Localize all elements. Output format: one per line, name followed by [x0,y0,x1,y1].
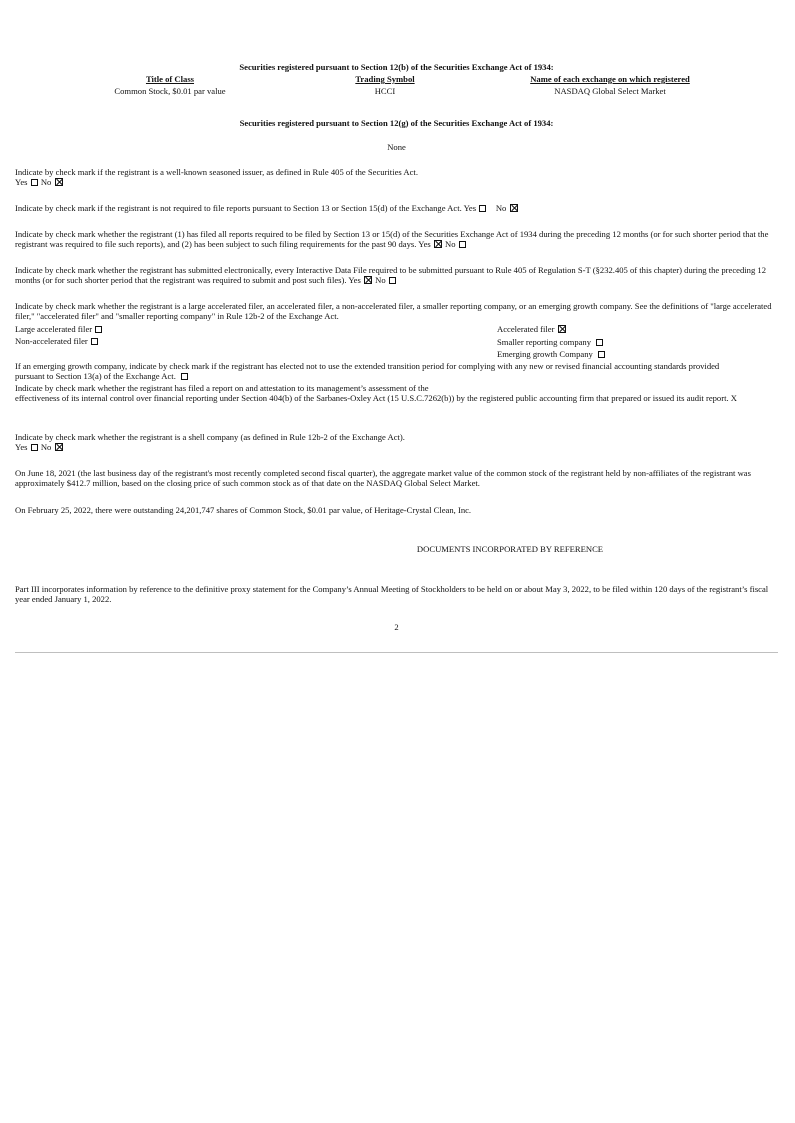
emerging-growth-checkbox[interactable] [598,351,605,358]
yes-checkbox[interactable] [479,205,486,212]
col-exchange-name: Name of each exchange on which registered [530,74,690,84]
no-label: No [40,177,52,188]
option-large-accelerated-filer [15,324,103,334]
no-checkbox-checked[interactable] [55,178,63,186]
page-number: 2 [394,622,399,632]
question-text: Indicate by check mark whether the registrant has submitted electronically, every Interactive Data File required to be submitted pursuant to Rule 405 of Regulation S-T (§232.405 of this chapter) during the preceding 12 months (or for such shorter period that the registrant was required to submit and post such files). Yes [15,265,767,286]
question-text-line1: Indicate by check mark whether the registrant has filed a report on and attestation to its management’s assessment of the [15,383,429,393]
question-attestation [15,383,778,403]
section-12g-heading: Securities registered pursuant to Section 12(g) of the Securities Exchange Act of 1934: [239,118,554,128]
document-page [15,0,778,1123]
no-checkbox[interactable] [389,277,396,284]
documents-incorporated-heading: DOCUMENTS INCORPORATED BY REFERENCE [416,544,604,554]
part-iii-statement: Part III incorporates information by reference to the definitive proxy statement for the Company’s Annual Meeting of Stockholders to be held on or about May 3, 2022, to be filed within 120 days of the registrant’s fiscal year ended January 1, 2022. [15,584,769,605]
question-text: Indicate by check mark if the registrant is a well-known seasoned issuer, as defined in Rule 405 of the Securities Act. [15,167,418,177]
transition-checkbox[interactable] [181,373,188,380]
option-accelerated-filer [497,324,567,334]
option-emerging-growth-company [497,349,606,359]
non-accelerated-checkbox[interactable] [91,338,98,345]
cell-trading-symbol: HCCI [374,86,396,96]
page-divider [15,652,778,653]
question-text: If an emerging growth company, indicate by check mark if the registrant has elected not to use the extended transition period for complying with any new or revised financial accounting standards provided pursuant to Section 13(a) of the Exchange Act. [15,361,720,382]
question-text: Indicate by check mark whether the registrant is a shell company (as defined in Rule 12b-2 of the Exchange Act). [15,432,405,442]
question-shell-company [15,432,778,452]
option-label: Large accelerated filer [15,324,93,334]
yes-label: Yes [15,177,28,188]
col-title-of-class: Title of Class [145,74,195,84]
yes-label: Yes [15,442,28,453]
no-checkbox[interactable] [459,241,466,248]
question-text: Indicate by check mark whether the registrant (1) has filed all reports required to be filed by Section 13 or 15(d) of the Securities Exchange Act of 1934 during the preceding 12 months (or for such shorter period that the registrant was required to file such reports), and (2) has been subject to such filing requirements for the past 90 days. Yes [15,229,769,250]
no-label: No [375,275,386,286]
no-label: No [495,203,507,213]
no-label: No [445,239,456,250]
option-label: Accelerated filer [497,324,555,334]
question-text: Indicate by check mark if the registrant is not required to file reports pursuant to Section 13 or Section 15(d) of the Exchange Act. Yes [15,203,477,213]
question-well-known-seasoned-issuer [15,167,778,187]
smaller-reporting-checkbox[interactable] [596,339,603,346]
market-value-statement: On June 18, 2021 (the last business day of the registrant's most recently completed second fiscal quarter), the aggregate market value of the common stock of the registrant held by non-affiliates of the registrant was approximately $412.7 million, based on the closing price of such common stock as of that date on the NASDAQ Global Select Market. [15,468,751,489]
option-non-accelerated-filer [15,336,99,346]
no-checkbox-checked[interactable] [510,204,518,212]
question-interactive-data-file [15,265,778,285]
yes-checkbox[interactable] [31,444,38,451]
no-label: No [40,442,52,453]
question-filer-status: Indicate by check mark whether the registrant is a large accelerated filer, an accelerated filer, a non-accelerated filer, a smaller reporting company, or an emerging growth company. See the definitions of "large accelerated filer," "accelerated filer" and "smaller reporting company" in Rule 12b-2 of the Exchange Act. [15,301,772,322]
option-label: Smaller reporting company [497,337,592,347]
cell-exchange-name: NASDAQ Global Select Market [554,86,666,96]
large-accelerated-checkbox[interactable] [95,326,102,333]
yes-checkbox-checked[interactable] [434,240,442,248]
shares-outstanding-statement: On February 25, 2022, there were outstanding 24,201,747 shares of Common Stock, $0.01 par value, of Heritage-Crystal Clean, Inc. [15,505,472,515]
accelerated-checkbox-checked[interactable] [558,325,566,333]
section-12b-heading: Securities registered pursuant to Section 12(b) of the Securities Exchange Act of 1934: [239,62,554,72]
option-smaller-reporting-company [497,337,604,347]
section-12g-value: None [387,142,406,152]
yes-checkbox-checked[interactable] [364,276,372,284]
col-trading-symbol: Trading Symbol [355,74,415,84]
cell-title-of-class: Common Stock, $0.01 par value [114,86,226,96]
yes-checkbox[interactable] [31,179,38,186]
question-not-required-to-file [15,203,778,213]
question-extended-transition [15,361,740,381]
option-label: Non-accelerated filer [15,336,88,346]
question-text-line2: effectiveness of its internal control over financial reporting under Section 404(b) of the Sarbanes-Oxley Act (15 U.S.C.7262(b)) by the registered public accounting firm that prepared or issued its audit report. X [15,393,737,404]
option-label: Emerging growth Company [497,349,593,359]
no-checkbox-checked[interactable] [55,443,63,451]
question-filed-all-reports [15,229,778,249]
